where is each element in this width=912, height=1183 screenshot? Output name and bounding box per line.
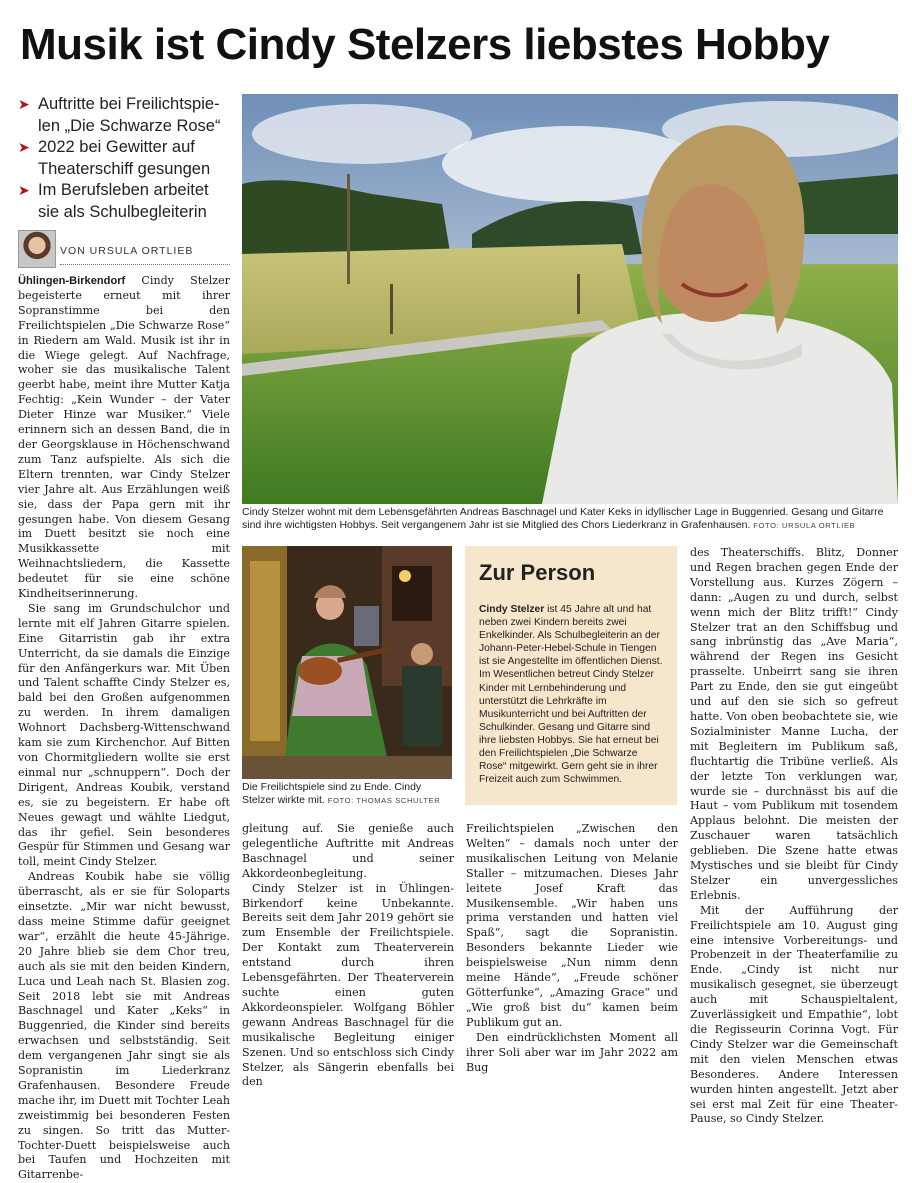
paragraph: des Theaterschiffs. Blitz, Donner und Regen brachen gegen Ende der Vorstellung aus. Kurzes Zögern – dann: „Augen zu und durch, selbst wenn mich der Blitz trifft!“ Cindy Stelzer trat an den Schiffsbug und sang inbrünstig das „Ave Maria“, während der Regen ins Gesicht prasselte. Unbeirrt sang sie ihren Part zu Ende, den sie gut eingeübt und auf den sie sich so gefreut hatte. Von oben beobachtete sie, wie Sozialminister Manne Lucha, der mit Begleitern im Publikum saß, fluchtartig die Tribüne verließ. Als der letzte Ton verklungen war, wurde sie – durchnässt bis auf die Haut – vom Publikum mit tosendem Applaus belohnt. Die meisten der Zuschauer waren tatsächlich geblieben. Die Szene hatte etwas Mystisches und sie bleibt für Cindy Stelzer ein unvergessliches Erlebnis. (690, 546, 898, 902)
paragraph: Cindy Stelzer ist in Ühlingen-Birkendorf keine Unbekannte. Bereits seit dem Jahr 2019 gehört sie zum Ensemble der Freilichtspiele. Der Kontakt zum Theaterverein entstand durch ihren Lebensgefährten. Der Theaterverein suchte einen guten Akkordeonspieler. Wolfgang Böhler gewann Andreas Baschnagel für die musikalische Begleitung einiger Szenen. Und so entschloss sich Cindy Stelzer, als Sängerin ebenfalls bei den (242, 881, 454, 1089)
bullet-item (18, 94, 230, 137)
paragraph: Freilichtspielen „Zwischen den Welten“ – damals noch unter der musikalischen Leitung von Melanie Staller – mitzumachen. Dieses Jahr leitete Josef Kraft das Musikensemble. „Wir haben uns prima verstanden und hatten viel Spaß“, sagt die Sopranistin. Besonders bekannte Lieder wie beispielsweise „Nun nimm denn meine Hände“, „Freude schöner Götterfunke“, „Amazing Grace“ und „Wie groß bist du“ kamen beim Publikum gut an. (466, 822, 678, 1029)
photo-credit: FOTO: URSULA ORTLIEB (753, 521, 856, 531)
photo-credit: FOTO: THOMAS SCHULTER (327, 796, 441, 806)
paragraph-text: Cindy Stelzer begeisterte erneut mit ihrer Sopranstimme bei den Freilichtspielen „Die Schwarze Rose“ in Riedern am Wald. Musik ist ihr in die Wiege gelegt. Auf Nachfrage, woher sie das musikalische Talent geerbt habe, meint ihre Mutter Katja Fechtig: „Kein Wunder – der Vater Dieter Hinze war Musiker.“ Viele erinnern sich an dessen Band, die in der Georgsklause in Höchenschwand zum Tanz aufspielte. Als sich die Eltern trennten, war Cindy Stelzer vier Jahre alt. Aus Erzählungen weiß sie, dass der Papa gern mit ihr gesungen habe. Von diesem Gesang im Duett besitzt sie noch eine Musikkassette mit Weihnachtsliedern, die Kassette bedeutet für sie eine schöne Kindheitserinnerung. (18, 274, 230, 601)
article-column-1 (18, 274, 230, 1182)
infobox-title: Zur Person (479, 560, 596, 585)
byline-text: VON URSULA ORTLIEB (60, 245, 194, 257)
arrow-icon: ➤ (18, 139, 30, 155)
headline: Musik ist Cindy Stelzers liebstes Hobby (20, 20, 830, 69)
stage-photo-image (242, 546, 452, 779)
paragraph: gleitung auf. Sie genieße auch gelegentliche Auftritte mit Andreas Baschnagel und seiner Akkordeonbegleitung. (242, 822, 454, 880)
article-column-2 (242, 822, 454, 1089)
arrow-icon: ➤ (18, 96, 30, 112)
infobox-body (479, 603, 665, 786)
paragraph: Den eindrücklichsten Moment all ihrer Soli aber war im Jahr 2022 am Bug (466, 1030, 678, 1074)
arrow-icon: ➤ (18, 182, 30, 198)
infobox (465, 546, 677, 805)
stage-photo-caption (242, 781, 454, 808)
infobox-text: ist 45 Jahre alt und hat neben zwei Kindern bereits zwei Enkelkinder. Als Schulbegleiterin an der Johann-Peter-Hebel-Schule in Tiengen ist sie Angestellte im öffentlichen Dienst. Im Wesentlichen betreut Cindy Stelzer Kinder mit Lernbehinderung und unterstützt die Lehrkräfte im Musikunterricht und bei Auftritten der Schulkinder. Gesang und Gitarre sind ihre liebsten Hobbys. Sie hat erneut bei den Freilichtspielen „Die Schwarze Rose“ mitgewirkt. Gern geht sie in ihrer Freizeit auch zum Schwimmen. (479, 604, 663, 786)
article-column-4 (690, 546, 898, 1126)
byline (18, 230, 230, 270)
main-photo-caption (242, 506, 902, 533)
bullet-item (18, 180, 230, 223)
bullet-line: 2022 bei Gewitter auf (38, 138, 195, 156)
author-avatar (18, 230, 56, 268)
main-photo-image (242, 94, 898, 504)
divider (60, 264, 230, 265)
dateline: Ühlingen-Birkendorf (18, 275, 126, 287)
bullet-line: Auftritte bei Freilichtspie- (38, 95, 220, 113)
stage-photo (242, 546, 452, 779)
teaser-bullets (18, 94, 230, 223)
bullet-line: Theaterschiff gesungen (38, 159, 211, 178)
paragraph: Andreas Koubik habe sie völlig überrascht, als er sie für Soloparts einsetzte. „Mir war nicht bewusst, dass meine Stimme dafür geeignet war“, erzählt die heute 45-Jährige. 20 Jahre blieb sie dem Chor treu, auch als sie mit den beiden Kindern, Luca und Leah nach St. Blasien zog. Seit 2018 lebt sie mit Andreas Baschnagel und Kater „Keks“ in Buggenried, die Kinder sind bereits erwachsen und selbstständig. Seit dem vergangenen Jahr singt sie als Sopranistin im Liederkranz Grafenhausen. Besondere Freude mache ihr, im Duett mit Tochter Leah zweistimmig bei besonderen Festen zu singen. So tritt das Mutter-Tochter-Duett beispielsweise auch bei Taufen und Hochzeiten mit Gitarrenbe- (18, 870, 230, 1182)
bullet-item (18, 137, 230, 180)
caption-text: Die Freilichtspiele sind zu Ende. Cindy Stelzer wirkte mit. (242, 781, 422, 807)
bullet-line: sie als Schulbegleiterin (38, 202, 207, 221)
paragraph: Mit der Aufführung der Freilichtspiele am 10. August ging eine intensive Vorbereitungs- und Probenzeit in der Theaterfamilie zu Ende. „Cindy ist nicht nur musikalisch gesegnet, sie überzeugt auch mit Schauspieltalent, Zuverlässigkeit und Empathie“, lobt die Regisseurin Corinna Vogt. Für Cindy Stelzer war die Gemeinschaft mit den vielen Menschen etwas Besonderes. Andere Interessen wurden hinten angestellt. Jetzt aber sei erst mal Zeit für eine Theater-Pause, so Cindy Stelzer. (690, 903, 898, 1126)
bullet-line: Im Berufsleben arbeitet (38, 181, 209, 199)
paragraph: Sie sang im Grundschulchor und lernte mit elf Jahren Gitarre spielen. Eine Gitarristin gab ihr extra Unterricht, da sie damals die Einzige für den Anfängerkurs war. Mit Üben und Talent schaffte Cindy Stelzer es, bald bei den Großen aufgenommen zu werden. In ihrem damaligen Wohnort Dachsberg-Wittenschwand kam sie zum Kirchenchor. Auf Bitten von Chormitgliedern wollte sie erst einmal nur „schnuppern“. Doch der Dirigent, Andreas Koubik, verstand es, sie zu begeistern. Er habe oft Neues gewagt und wählte Liedgut, das ihr gefiel. Sein besonderes Gespür für Stimmen und Gesang war toll, meint Cindy Stelzer. (18, 601, 230, 869)
infobox-name: Cindy Stelzer (479, 604, 545, 615)
paragraph (18, 274, 230, 602)
article-column-3 (466, 822, 678, 1074)
main-photo (242, 94, 898, 504)
bullet-line: len „Die Schwarze Rose“ (38, 116, 221, 135)
caption-text: Cindy Stelzer wohnt mit dem Lebensgefährten Andreas Baschnagel und Kater Keks in idyllischer Lage in Buggenried. Gesang und Gitarre sind ihre wichtigsten Hobbys. Seit vergangenem Jahr ist sie Mitglied des Chors Liederkranz in Grafenhausen. (242, 506, 884, 532)
